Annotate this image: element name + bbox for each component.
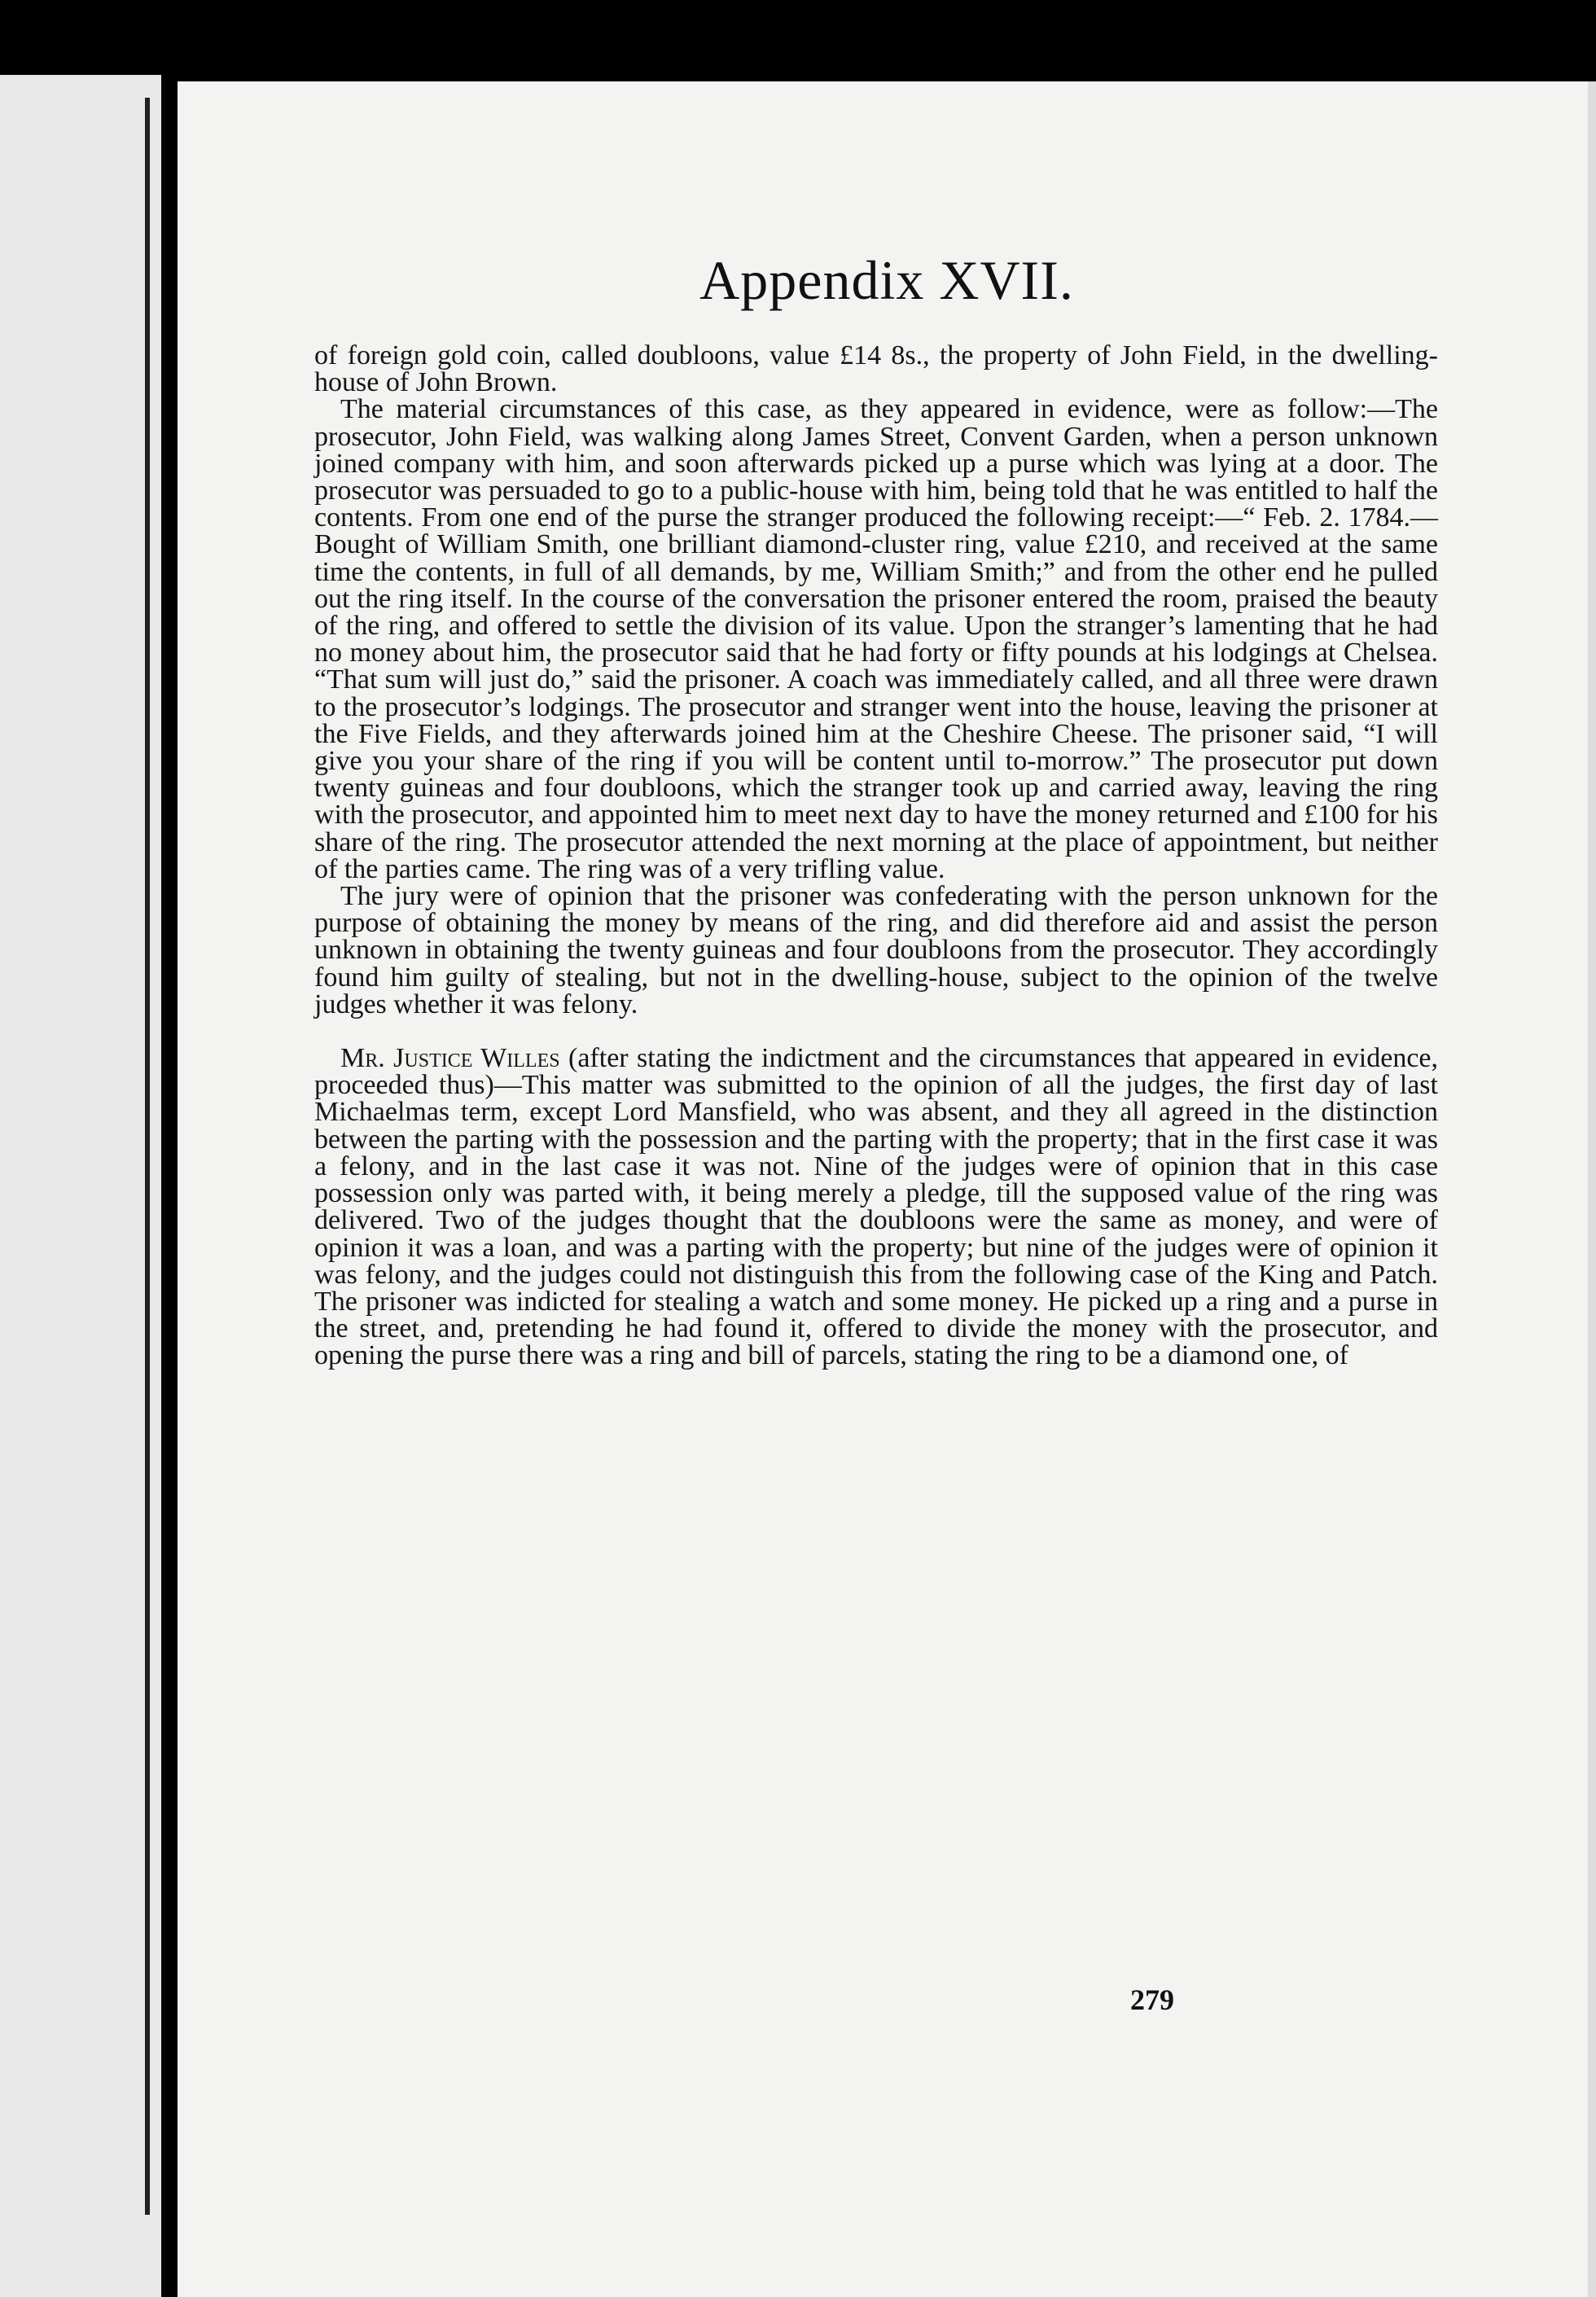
paragraph-jury-opinion: The jury were of opinion that the prisoner was confederating with the person unknown for the purpose of obtaining the money by means of the ring, and did therefore aid and assist the person unknown in obtaining the twenty guineas and four doubloons from the prosecutor. They accordingly found him guilty of stealing, but not in the dwelling-house, subject to the opinion of the twelve judges whether it was felony.: [314, 881, 1438, 1019]
speaker-name: Mr. Justice Willes: [340, 1043, 560, 1074]
page-heading: Appendix XVII.: [699, 249, 1074, 311]
page-edge: [1588, 81, 1596, 2297]
binding-shadow: [145, 98, 150, 2215]
justice-text: (after stating the indictment and the circumstances that appeared in evidence, proceeded thus)—This matter was submitted to the opinion of all the judges, the first day of last Michaelmas term, except Lord Mansfield, who was absent, and they all agreed in the distinction between the parting with the possession and the parting with the property; that in the first case it was a felony, and in the last case it was not. Nine of the judges were of opinion that in this case possession only was parted with, it being merely a pledge, till the supposed value of the ring was delivered. Two of the judges thought that the doubloons were the same as money, and were of opinion it was a loan, and was a parting with the property; but nine of the judges were of opinion it was felony, and the judges could not distinguish this from the following case of the King and Patch. The prisoner was indicted for stealing a watch and some money. He picked up a ring and a purse in the street, and, pretending he had found it, offered to divide the money with the prosecutor, and opening the purse there was a ring and bill of parcels, stating the ring to be a diamond one, of: [314, 1043, 1438, 1371]
facing-page-edge: [0, 75, 161, 2297]
page-number: 279: [1130, 1984, 1174, 2016]
paragraph-continuation: of foreign gold coin, called doubloons, value £14 8s., the property of John Field, in the dwelling-house of John Brown.: [314, 340, 1438, 398]
document-page: [178, 81, 1596, 2297]
paragraph-justice-willes: [314, 1045, 1438, 1369]
body-text: [314, 342, 1438, 1370]
paragraph-circumstances: The material circumstances of this case, as they appeared in evidence, were as follow:—The prosecutor, John Field, was walking along James Street, Convent Garden, when a person unknown joined company with him, and soon afterwards picked up a purse which was lying at a door. The prosecutor was persuaded to go to a public-house with him, being told that he was entitled to half the contents. From one end of the purse the stranger produced the following receipt:—“ Feb. 2. 1784.—Bought of William Smith, one brilliant diamond-cluster ring, value £210, and received at the same time the contents, in full of all demands, by me, William Smith;” and from the other end he pulled out the ring itself. In the course of the conversation the prisoner entered the room, praised the beauty of the ring, and offered to settle the division of its value. Upon the stranger’s lamenting that he had no money about him, the prosecutor said that he had forty or fifty pounds at his lodgings at Chelsea. “That sum will just do,” said the prisoner. A coach was immediately called, and all three were drawn to the prosecutor’s lodgings. The prosecutor and stranger went into the house, leaving the prisoner at the Five Fields, and they afterwards joined him at the Cheshire Cheese. The prisoner said, “I will give you your share of the ring if you will be content until to-morrow.” The prosecutor put down twenty guineas and four doubloons, which the stranger took up and carried away, leaving the ring with the prosecutor, and appointed him to meet next day to have the money returned and £100 for his share of the ring. The prosecutor attended the next morning at the place of appointment, but neither of the parties came. The ring was of a very trifling value.: [314, 394, 1438, 884]
